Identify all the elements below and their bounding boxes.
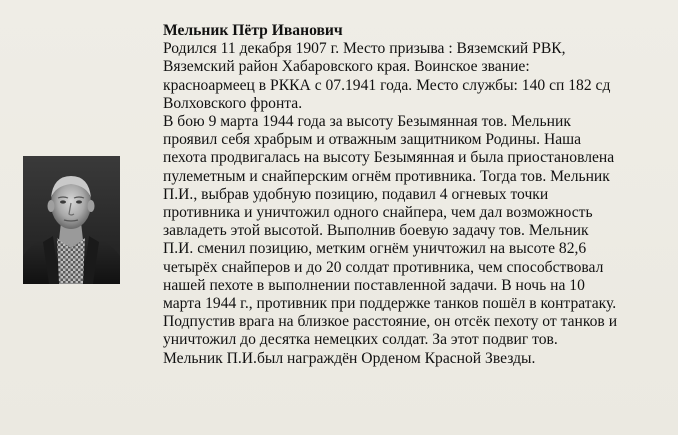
text-line: марта 1944 г., противник при поддержке танков пошёл в контратаку.	[163, 295, 617, 313]
text-line: Мельник П.И.был награждён Орденом Красной Звезды.	[163, 349, 536, 367]
text-line: пехота продвигалась на высоту Безымянная и была приостановлена	[163, 149, 615, 167]
portrait-photo	[23, 156, 120, 284]
text-line: нашей пехоте в выполнении поставленной задачи. В ночь на 10	[163, 276, 585, 294]
text-line: пулеметным и снайперским огнём противника. Тогда тов. Мельник	[163, 167, 610, 185]
person-name: Мельник Пётр Иванович	[163, 22, 343, 39]
text-line: уничтожил до десятка немецких солдат. За этот подвиг тов.	[163, 331, 558, 349]
text-line: красноармеец в РККА с 07.1941 года. Место службы: 140 сп 182 сд	[163, 76, 611, 94]
text-line: П.И., выбрав удобную позицию, подавил 4 огневых точки	[163, 185, 549, 203]
text-line: Подпустив врага на близкое расстояние, он отсёк пехоту от танков и	[163, 313, 618, 331]
text-line: В бою 9 марта 1944 года за высоту Безымянная тов. Мельник	[163, 113, 571, 131]
text-line: противника и уничтожил одного снайпера, чем дал возможность	[163, 204, 593, 222]
text-line: завладеть этой высотой. Выполнив боевую задачу тов. Мельник	[163, 222, 589, 240]
text-line: Волховского фронта.	[163, 94, 303, 112]
text-line: П.И. сменил позицию, метким огнём уничтожил на высоте 82,6	[163, 240, 587, 258]
text-line: Вяземский район Хабаровского края. Воинское звание:	[163, 58, 530, 76]
biography-text	[163, 22, 673, 368]
text-line: проявил себя храбрым и отважным защитником Родины. Наша	[163, 131, 582, 149]
text-line: Родился 11 декабря 1907 г. Место призыва : Вяземский РВК,	[163, 40, 566, 58]
text-line: четырёх снайперов и до 20 солдат противника, чем способствовал	[163, 258, 604, 276]
